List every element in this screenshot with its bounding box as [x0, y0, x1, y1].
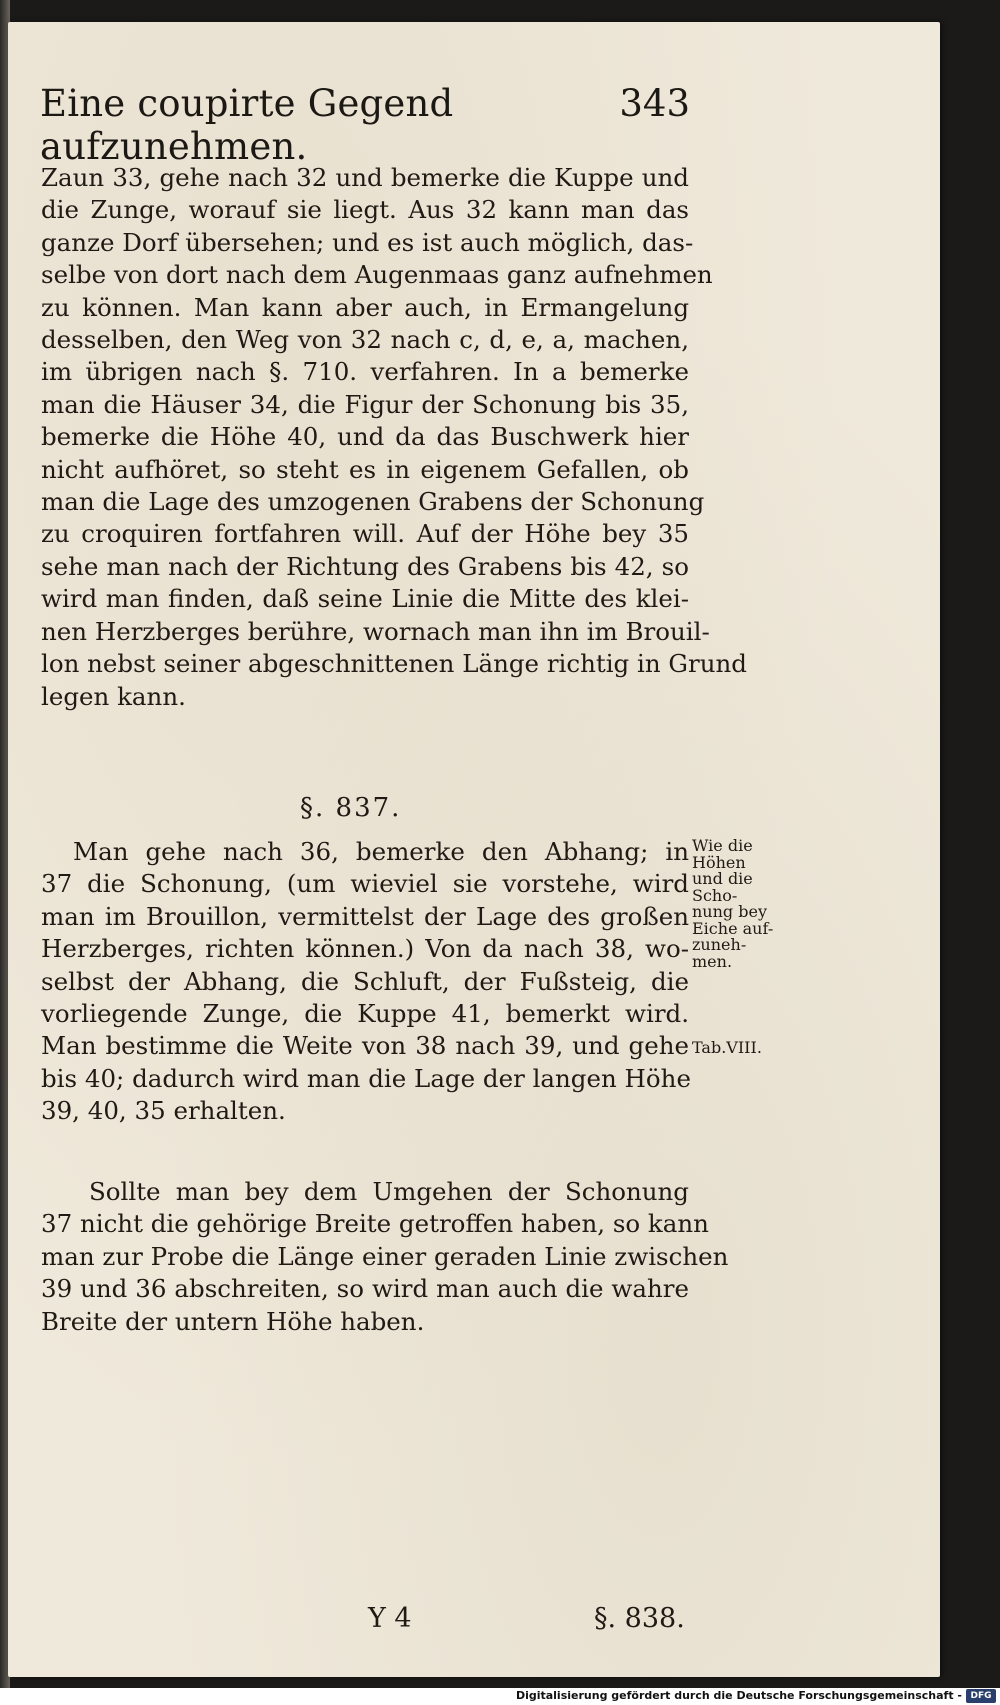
text-line: Zaun 33, gehe nach 32 und bemerke die Kuppe und [41, 163, 689, 192]
text-line: man zur Probe die Länge einer geraden Linie zwischen [41, 1241, 729, 1271]
text-line: vorliegende Zunge, die Kuppe 41, bemerkt wird. [41, 999, 689, 1029]
text-line: Breite der untern Höhe haben. [41, 1306, 425, 1336]
margin-note-line: men. [692, 951, 733, 971]
text-line: selbe von dort nach dem Augenmaas ganz aufnehmen [41, 260, 713, 290]
footer-credit: Digitalisierung gefördert durch die Deutsche Forschungsgemeinschaft - [515, 1689, 962, 1702]
text-line: man die Häuser 34, die Figur der Schonung bis 35, [41, 389, 689, 419]
text-line: wird man finden, daß seine Linie die Mitte des klei- [41, 584, 689, 614]
catchword: §. 838. [594, 1603, 685, 1634]
margin-note-line: Höhen [692, 852, 746, 872]
text-line: bis 40; dadurch wird man die Lage der langen Höhe [41, 1063, 691, 1093]
text-line: bemerke die Höhe 40, und da das Buschwerk hier [41, 422, 689, 452]
text-line: nen Herzberges berühre, wornach man ihn im Brouil- [41, 616, 710, 646]
running-title: Eine coupirte Gegend aufzunehmen. [40, 82, 454, 168]
text-line: zu croquiren fortfahren will. Auf der Höhe bey 35 [41, 519, 689, 549]
dfg-logo: DFG [966, 1689, 996, 1703]
text-line: Man gehe nach 36, bemerke den Abhang; in [73, 837, 689, 866]
margin-note-line: zuneh- [692, 935, 747, 954]
signature-mark: Y 4 [368, 1603, 412, 1634]
margin-note [692, 838, 792, 970]
text-line: 39 und 36 abschreiten, so wird man auch die wahre [41, 1274, 689, 1304]
paragraph-3 [41, 1176, 729, 1338]
text-line: selbst der Abhang, die Schluft, der Fußsteig, die [41, 966, 689, 996]
text-line: die Zunge, worauf sie liegt. Aus 32 kann man das [41, 195, 689, 225]
paragraph-1 [41, 162, 747, 713]
text-line: nicht aufhöret, so steht es in eigenem Gefallen, ob [41, 454, 689, 484]
margin-note-line: Scho- [692, 885, 738, 905]
margin-note-line: nung bey [692, 902, 767, 921]
margin-note-line: Wie die [692, 836, 753, 855]
text-line: Sollte man bey dem Umgehen der Schonung [89, 1177, 689, 1206]
paragraph-2 [41, 836, 689, 1128]
margin-note-line: und die [692, 869, 753, 888]
section-heading: §. 837. [300, 793, 402, 823]
text-line: 39, 40, 35 erhalten. [41, 1096, 286, 1126]
plate-reference: Tab.VIII. [692, 1038, 762, 1057]
margin-note-line: Eiche auf- [692, 918, 774, 938]
text-line: im übrigen nach §. 710. verfahren. In a bemerke [41, 357, 689, 387]
text-line: 37 nicht die gehörige Breite getroffen haben, so kann [41, 1209, 709, 1239]
text-line: sehe man nach der Richtung des Grabens bis 42, so [41, 551, 689, 581]
running-header [40, 82, 690, 168]
text-line: desselben, den Weg von 32 nach c, d, e, a, machen, [41, 325, 689, 355]
text-line: 37 die Schonung, (um wieviel sie vorstehe, wird [41, 869, 689, 899]
text-line: lon nebst seiner abgeschnittenen Länge richtig in Grund [41, 649, 747, 679]
page-number: 343 [619, 82, 690, 125]
text-line: Man bestimme die Weite von 38 nach 39, und gehe [41, 1031, 689, 1061]
text-line: Herzberges, richten können.) Von da nach 38, wo- [41, 934, 689, 964]
text-line: zu können. Man kann aber auch, in Ermangelung [41, 292, 689, 322]
text-line: legen kann. [41, 681, 186, 711]
text-line: man die Lage des umzogenen Grabens der Schonung [41, 487, 705, 517]
text-line: man im Brouillon, vermittelst der Lage des großen [41, 901, 689, 931]
text-line: ganze Dorf übersehen; und es ist auch möglich, das- [41, 227, 694, 257]
